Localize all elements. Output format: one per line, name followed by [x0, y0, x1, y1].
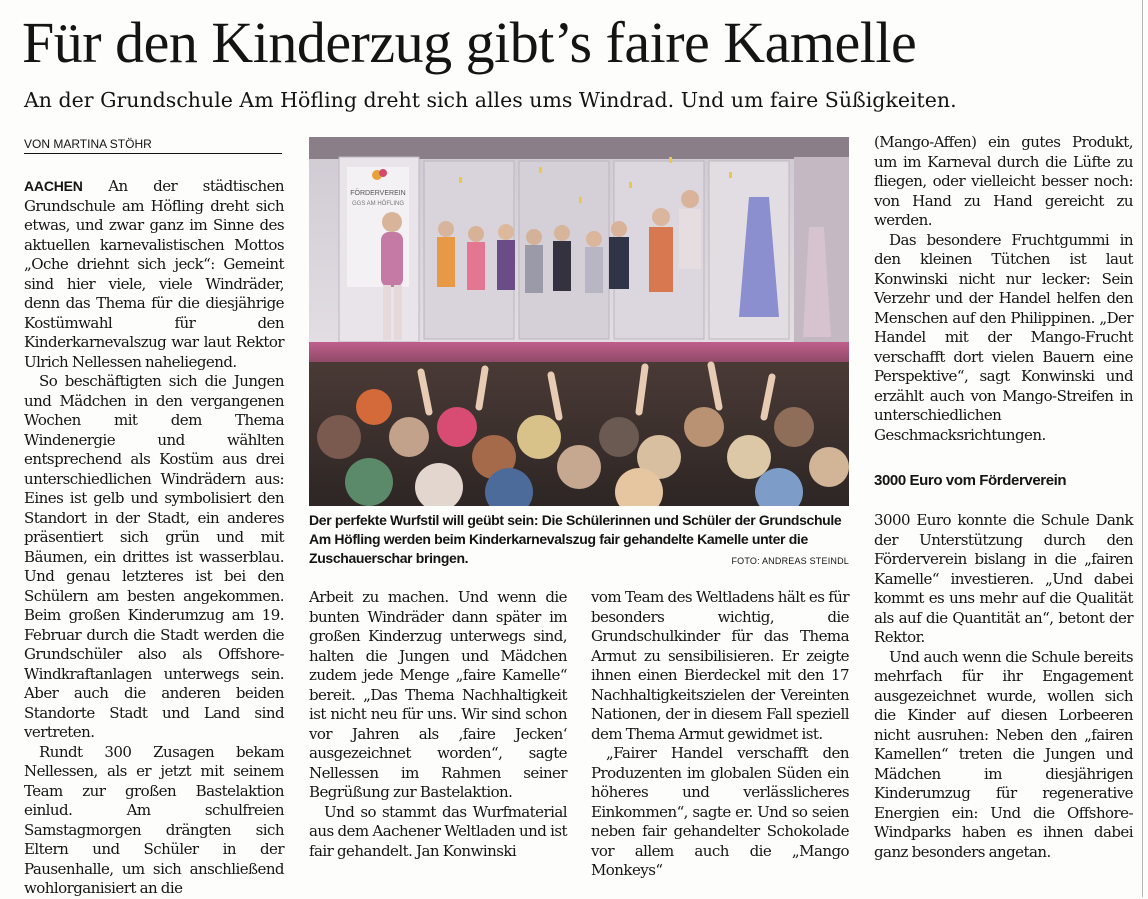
- paragraph: So beschäftigten sich die Jungen und Mädchen in den vergangenen Wochen mit dem Thema Windenergie und wählten entsprechend als Kostüm aus drei unterschiedlichen Windrädern aus: Eines ist gelb und symbolisiert den Standort in der Stadt, ein anderes präsentiert sich grün und mit Bäumen, ein drittes ist wasserblau. Und genau letzteres ist bei den Schülern am besten angekommen. Beim großen Kinderumzug am 19. Februar durch die Stadt werden die Grundschüler also als Offshore-Windkraftanlagen unterwegs sein. Aber auch die anderen beiden Standorte Stadt und Land sind vertreten.: [24, 372, 284, 741]
- paragraph: Das besondere Fruchtgummi in den kleinen Tütchen ist laut Konwinski nicht nur lecker: Sein Verzehr und der Handel helfen den Menschen auf den Philippinen. „Der Handel mit der Mango-Frucht verschafft dort vielen Bauern eine Perspektive“, sagt Konwinski und erzählt auch von Mango-Streifen in unterschiedlichen Geschmacksrichtungen.: [874, 230, 1133, 444]
- paragraph: Arbeit zu machen. Und wenn die bunten Windräder dann später im großen Kinderzug unterwegs sind, halten die Jungen und Mädchen zudem jede Menge „faire Kamelle“ bereit. „Das Thema Nachhaltigkeit ist nicht neu für uns. Wir sind schon vor Jahren als ‚faire Jecken‘ ausgezeichnet worden“, sagte Nellessen im Rahmen seiner Begrüßung zur Bastelaktion.: [309, 588, 567, 801]
- paragraph: Und auch wenn die Schule bereits mehrfach für ihr Engagement ausgezeichnet wurde, wollen sich die Kinder auf diesen Lorbeeren nicht ausruhen: Neben den „fairen Kamellen“ treten die Jungen und Mädchen im diesjährigen Kinderumzug für regenerative Energien ein: Und die Offshore-Windparks haben es ihnen dabei ganz besonders angetan.: [874, 647, 1133, 861]
- section-subheading: 3000 Euro vom Förderverein: [874, 472, 1067, 489]
- svg-text:GGS AM HÖFLING: GGS AM HÖFLING: [351, 201, 405, 207]
- byline: VON MARTINA STÖHR: [24, 137, 282, 154]
- paragraph: „Fairer Handel verschafft den Produzenten im globalen Süden ein höheres und verlässlicheres Einkommen“, sagte er. Und so seien neben fair gehandelter Schokolade vor allem auch die „Mango Monkeys“: [591, 744, 849, 879]
- paragraph: Rundt 300 Zusagen bekam Nellessen, als er jetzt mit seinem Team zur großen Bastelaktion einlud. Am schulfreien Samstagmorgen drängten sich Eltern und Schüler in der Pausenhalle, um sich anschließend wohlorganisiert an die: [24, 742, 284, 897]
- headline: Für den Kinderzug gibt’s faire Kamelle: [22, 10, 917, 75]
- paragraph: vom Team des Weltladens hält es für besonders wichtig, die Grundschulkinder für das Thema Armut zu sensibilisieren. Er zeigte ihnen einen Bierdeckel mit den 17 Nachhaltigkeitszielen der Vereinten Nationen, der in diesem Fall speziell dem Thema Armut gewidmet ist.: [591, 588, 849, 743]
- paragraph: 3000 Euro konnte die Schule Dank der Unterstützung durch den Förderverein bislang in die „fairen Kamelle“ investieren. „Und dabei kommt es uns mehr auf die Qualität als auf die Quantität an“, betont der Rektor.: [874, 511, 1133, 646]
- subheadline: An der Grundschule Am Höfling dreht sich alles ums Windrad. Und um faire Süßigkeiten.: [24, 88, 957, 112]
- column-4-continued: [874, 511, 1133, 862]
- paragraph: Und so stammt das Wurfmaterial aus dem Aachener Weltladen und ist fair gehandelt. Jan Konwinski: [309, 802, 567, 860]
- article-photo: [309, 137, 849, 506]
- dateline: AACHEN: [24, 178, 83, 194]
- column-1: [24, 177, 284, 899]
- paragraph: (Mango-Affen) ein gutes Produkt, um im Karneval durch die Lüfte zu fliegen, oder vielleicht besser noch: von Hand zu Hand gereicht zu werden.: [874, 133, 1133, 229]
- column-3: [591, 588, 849, 881]
- paragraph-text: An der städtischen Grundschule am Höfling dreht sich etwas, und zwar ganz im Sinne des aktuellen karnevalistischen Mottos „Oche driehnt sich jeck“: Gemeint sind hier viele, viele Windräder, denn das Thema für die diesjährige Kostümwahl für den Kinderkarnevalszug war laut Rektor Ulrich Nellessen naheliegend.: [24, 177, 285, 371]
- page-edge-rule: [1142, 0, 1143, 897]
- photo-caption: Der perfekte Wurfstil will geübt sein: Die Schülerinnen und Schüler der Grundschule Am Höfling werden beim Kinderkarnevalszug fair gehandelte Kamelle unter die Zuschauerschar bringen.: [309, 512, 842, 566]
- column-4: [874, 133, 1133, 445]
- svg-text:FÖRDERVEREIN: FÖRDERVEREIN: [350, 190, 406, 197]
- photo-image: [309, 137, 849, 506]
- paragraph: [24, 177, 284, 372]
- column-2: [309, 588, 567, 861]
- photo-credit: FOTO: ANDREAS STEINDL: [731, 556, 849, 566]
